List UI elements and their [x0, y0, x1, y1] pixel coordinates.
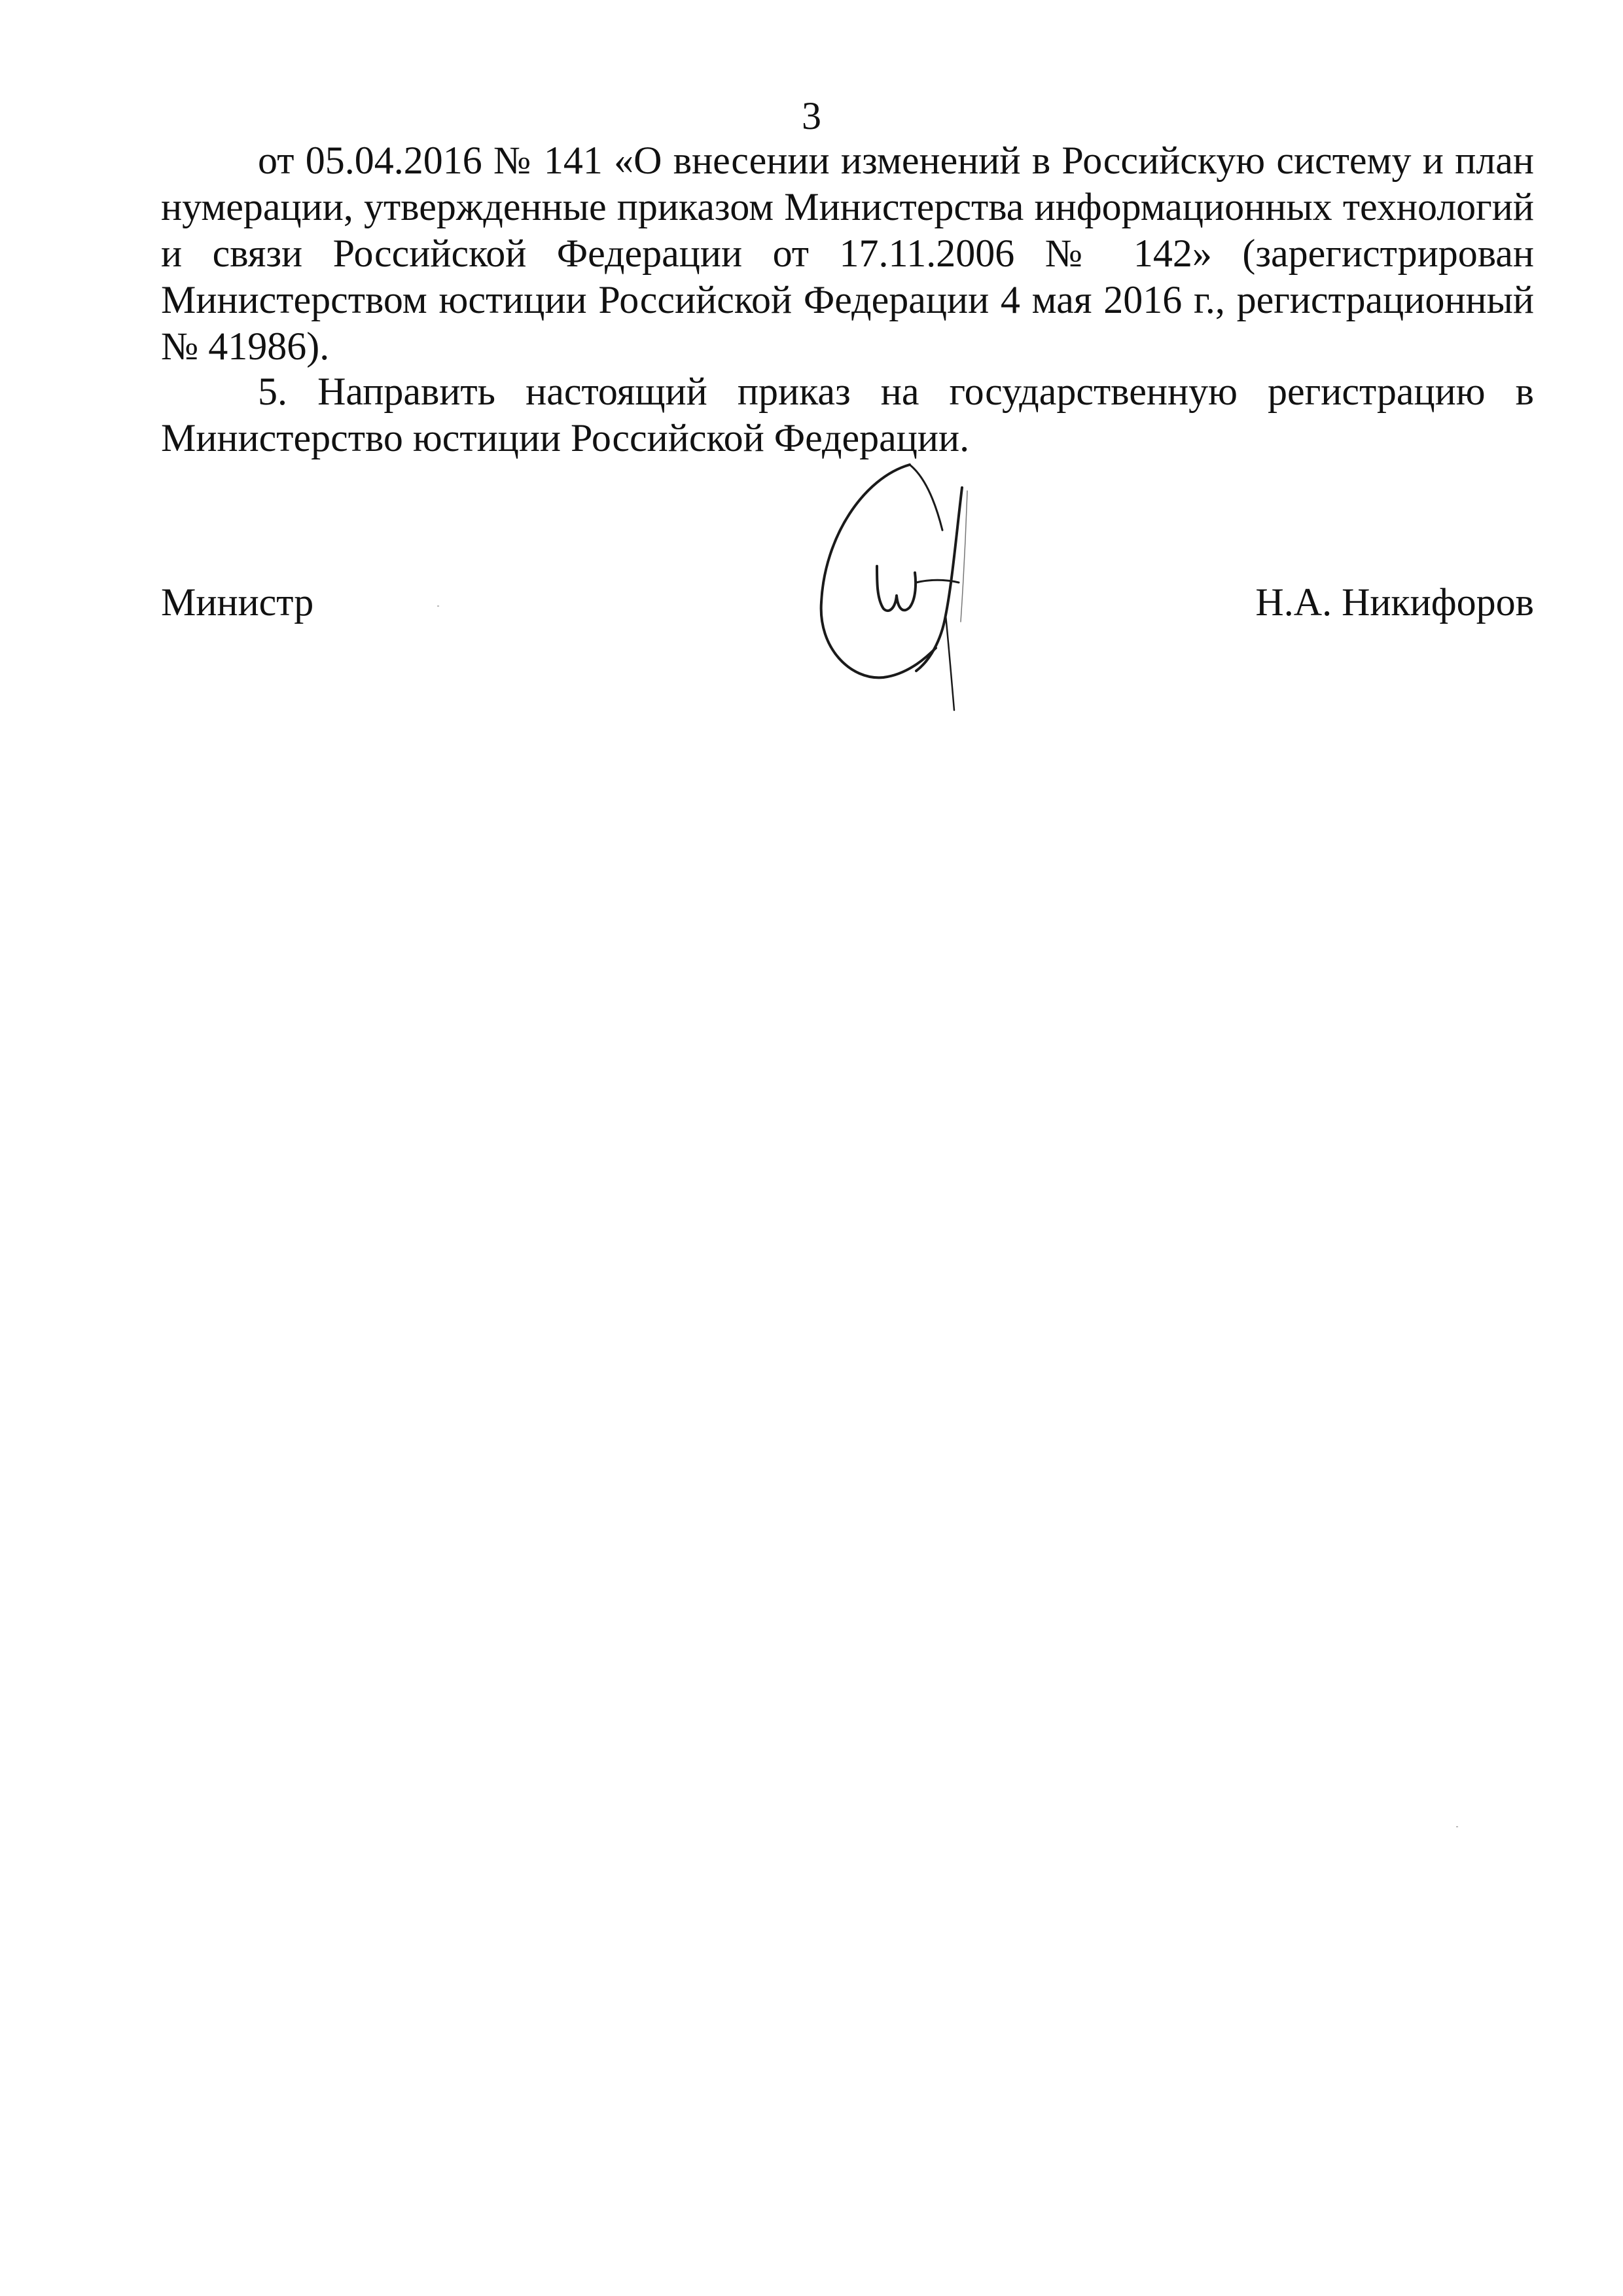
- page-number: 3: [802, 94, 821, 137]
- paragraph-item-5: 5. Направить настоящий приказ на государственную регистрацию в Министерство юстиции Российской Федерации.: [161, 370, 1534, 459]
- scan-speck: [437, 605, 439, 607]
- signatory-title: Министр: [161, 581, 314, 624]
- scan-speck: [1456, 1826, 1458, 1827]
- signatory-name: Н.А. Никифоров: [1255, 581, 1534, 624]
- paragraph-continuation: от 05.04.2016 № 141 «О внесении изменений в Российскую систему и план нумерации, утвержденные приказом Министерства информационных технологий и связи Российской Федерации от 17.11.2006 № 142» (зарегистрирован Министерством юстиции Российской Федерации 4 мая 2016 г., регистрационный № 41986).: [161, 139, 1534, 368]
- handwritten-signature: [812, 452, 1008, 713]
